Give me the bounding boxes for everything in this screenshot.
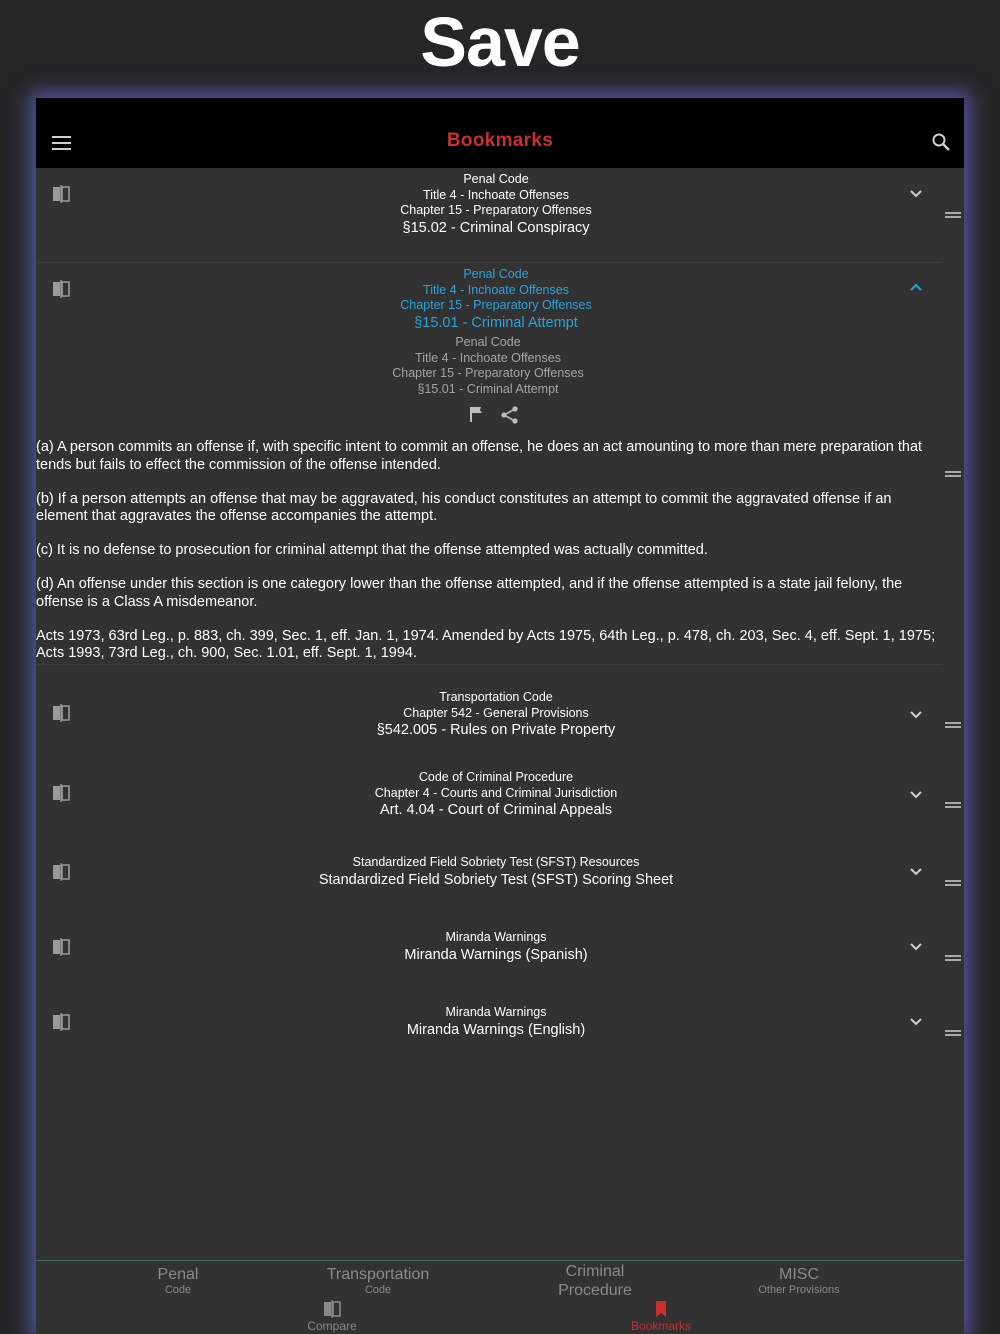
breadcrumb-section: §15.01 - Criminal Attempt xyxy=(417,381,559,396)
bookmark-icon xyxy=(651,1299,671,1319)
code-name: Code of Criminal Procedure xyxy=(418,770,574,784)
tab-sublabel: Other Provisions xyxy=(758,1284,840,1296)
section-name: §15.02 - Criminal Conspiracy xyxy=(402,219,590,236)
section-actions xyxy=(468,405,528,425)
app-screen xyxy=(36,98,964,1334)
bookmark-text xyxy=(36,690,956,739)
bookmark-text xyxy=(36,930,956,964)
tab-criminal-procedure[interactable] xyxy=(535,1262,655,1300)
drag-handle-icon[interactable] xyxy=(945,471,961,477)
title-name: Title 4 - Inchoate Offenses xyxy=(423,282,569,297)
drag-handle-icon[interactable] xyxy=(945,802,961,808)
tab-label: Bookmarks xyxy=(630,1319,692,1333)
section-name: Art. 4.04 - Court of Criminal Appeals xyxy=(379,802,613,818)
tab-label: Compare xyxy=(307,1319,357,1333)
tab-label: MISC xyxy=(779,1266,819,1283)
chapter-name: Chapter 15 - Preparatory Offenses xyxy=(400,298,592,312)
chapter-name: Chapter 542 - General Provisions xyxy=(403,705,589,720)
bookmark-item-expanded[interactable] xyxy=(36,265,964,665)
title-name: Title 4 - Inchoate Offenses xyxy=(423,187,569,202)
tab-label-line2: Procedure xyxy=(558,1282,632,1299)
drag-handle-icon[interactable] xyxy=(945,880,961,886)
promo-title: Save xyxy=(420,3,580,81)
bookmark-text[interactable] xyxy=(36,267,956,332)
bookmark-text xyxy=(36,855,956,889)
tab-label: Penal xyxy=(157,1266,199,1283)
section-breadcrumb xyxy=(36,335,940,397)
section-name: §15.01 - Criminal Attempt xyxy=(414,314,578,331)
chevron-down-icon[interactable] xyxy=(908,787,924,803)
paragraph: (d) An offense under this section is one category lower than the offense attempted, and if the offense attempted is a state jail felony, the offense is a Class A misdemeanor. xyxy=(36,576,903,610)
code-name: Miranda Warnings xyxy=(445,1005,547,1019)
tab-misc[interactable] xyxy=(739,1265,859,1297)
tab-sublabel: Code xyxy=(364,1284,392,1296)
chevron-down-icon[interactable] xyxy=(908,939,924,955)
chevron-down-icon[interactable] xyxy=(908,707,924,723)
paragraph: (a) A person commits an offense if, with specific intent to commit an offense, he does an act amounting to more than mere preparation that tends but fails to effect the commission of the offense intended. xyxy=(36,439,923,473)
chevron-down-icon[interactable] xyxy=(908,864,924,880)
tab-label: Transportation xyxy=(326,1266,430,1283)
breadcrumb-title: Title 4 - Inchoate Offenses xyxy=(415,350,561,365)
chevron-down-icon[interactable] xyxy=(908,186,924,202)
tab-sublabel: Code xyxy=(164,1284,192,1296)
section-name: §542.005 - Rules on Private Property xyxy=(376,722,616,738)
section-name: Miranda Warnings (English) xyxy=(406,1021,586,1038)
chapter-name: Chapter 15 - Preparatory Offenses xyxy=(400,203,592,217)
drag-handle-icon[interactable] xyxy=(945,1030,961,1036)
page-title: Bookmarks xyxy=(446,130,554,151)
paragraph: (c) It is no defense to prosecution for criminal attempt that the offense attempted was actually committed. xyxy=(36,542,708,558)
app-bar xyxy=(36,98,964,168)
tab-label: Criminal xyxy=(565,1263,625,1280)
divider xyxy=(36,664,942,665)
chevron-up-icon[interactable] xyxy=(908,279,924,295)
divider xyxy=(36,262,942,263)
drag-handle-icon[interactable] xyxy=(945,722,961,728)
breadcrumb-chapter: Chapter 15 - Preparatory Offenses xyxy=(392,366,584,380)
section-name: Miranda Warnings (Spanish) xyxy=(404,946,588,963)
code-name: Penal Code xyxy=(463,172,529,186)
tab-compare[interactable] xyxy=(282,1299,382,1333)
history-note: Acts 1973, 63rd Leg., p. 883, ch. 399, Sec. 1, eff. Jan. 1, 1974. Amended by Acts 1975, 64th Leg., p. 478, ch. 203, Sec. 4, eff. Sept. 1, 1975; Acts 1993, 73rd Leg., ch. 900, Sec. 1.01, eff. Sept. 1, 1994. xyxy=(36,627,936,661)
code-name: Penal Code xyxy=(463,267,529,281)
section-name: Standardized Field Sobriety Test (SFST) Scoring Sheet xyxy=(318,871,674,888)
compare-icon xyxy=(322,1299,342,1319)
drag-handle-icon[interactable] xyxy=(945,212,961,218)
section-body xyxy=(36,439,942,679)
code-name: Standardized Field Sobriety Test (SFST) Resources xyxy=(352,855,640,869)
bookmark-text xyxy=(36,1005,956,1039)
search-icon[interactable] xyxy=(931,132,951,152)
bottom-tab-bar xyxy=(36,1260,964,1334)
bookmark-text xyxy=(36,172,956,237)
paragraph: (b) If a person attempts an offense that may be aggravated, his conduct constitutes an attempt to commit the aggravated offense if an element that aggravates the offense accompanies the attempt. xyxy=(36,490,892,524)
chevron-down-icon[interactable] xyxy=(908,1014,924,1030)
breadcrumb-code: Penal Code xyxy=(455,335,521,349)
drag-handle-icon[interactable] xyxy=(945,955,961,961)
tab-penal-code[interactable] xyxy=(128,1265,228,1297)
code-name: Miranda Warnings xyxy=(445,930,547,944)
bookmark-text xyxy=(36,770,956,819)
chapter-name: Chapter 4 - Courts and Criminal Jurisdiction xyxy=(374,785,618,800)
share-icon[interactable] xyxy=(500,405,520,425)
tab-transportation-code[interactable] xyxy=(308,1265,448,1297)
tab-bookmarks[interactable] xyxy=(611,1299,711,1333)
flag-icon[interactable] xyxy=(468,405,486,423)
code-name: Transportation Code xyxy=(439,690,553,704)
